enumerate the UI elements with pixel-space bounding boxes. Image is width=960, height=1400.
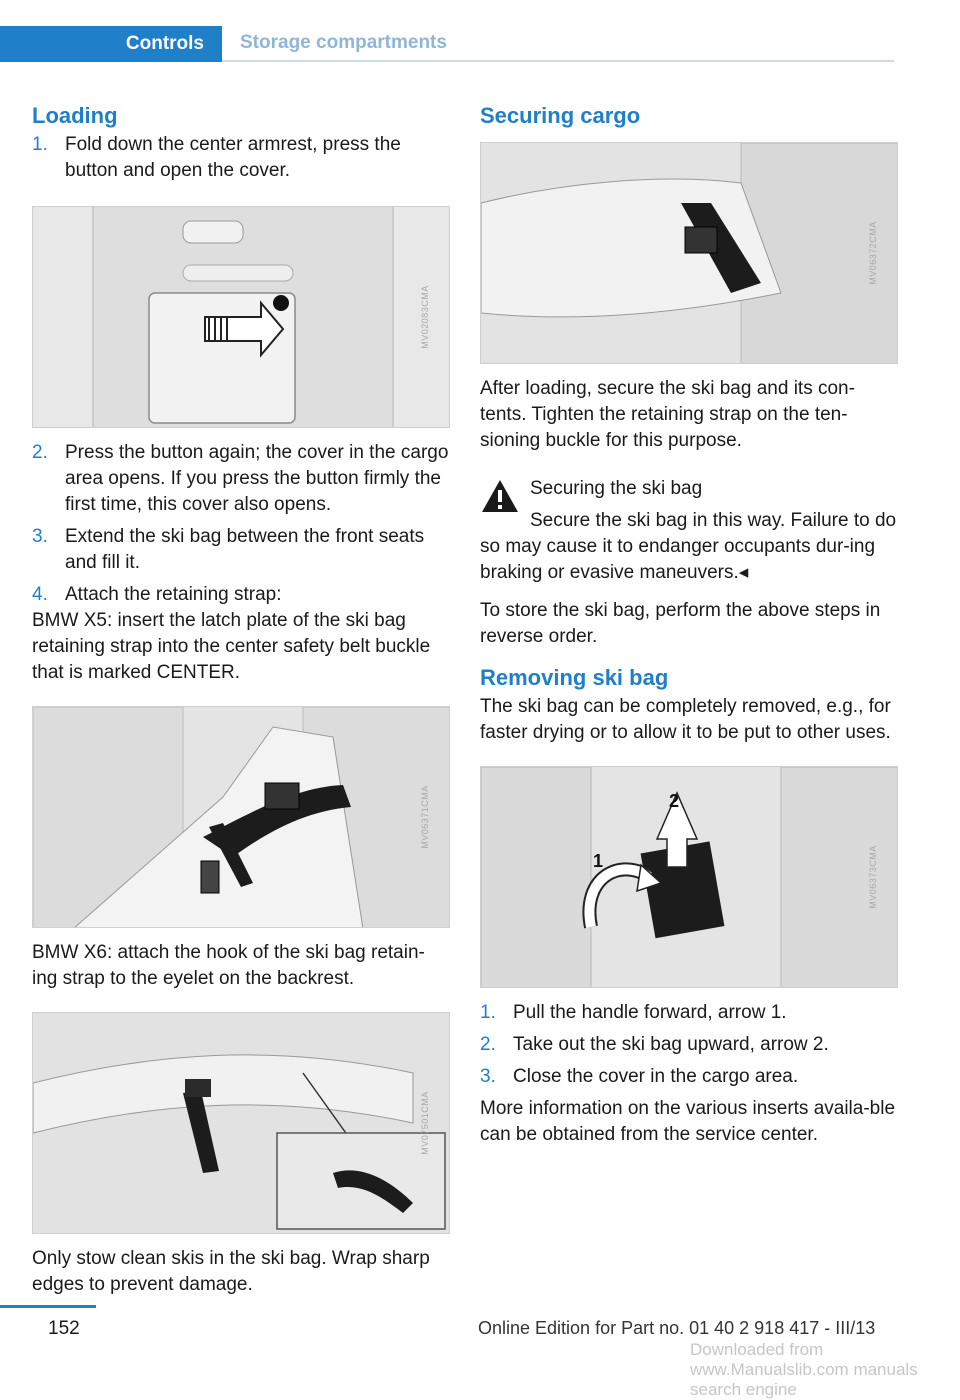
x6-instructions: BMW X6: attach the hook of the ski bag retain-ing strap to the eyelet on the backrest. bbox=[32, 942, 425, 989]
loading-steps-b bbox=[32, 440, 450, 608]
more-info-text: More information on the various inserts availa-ble can be obtained from the service center. bbox=[480, 1098, 896, 1145]
header-tab-controls: Controls bbox=[0, 26, 222, 62]
figure-code: MV06371CMA bbox=[420, 785, 431, 849]
loading-steps-a bbox=[32, 132, 450, 184]
figure-code: MV02083CMA bbox=[420, 285, 431, 349]
figure-code: MV06372CMA bbox=[868, 221, 879, 285]
warning-box bbox=[480, 476, 898, 502]
left-column bbox=[32, 100, 450, 1298]
figure-code: MV07501CMA bbox=[420, 1091, 431, 1155]
removing-text: The ski bag can be completely removed, e.g., for faster drying or to allow it to be put to other uses. bbox=[480, 696, 891, 743]
list-item: 2. Take out the ski bag upward, arrow 2. bbox=[480, 1034, 829, 1055]
header-tab-storage: Storage compartments bbox=[222, 26, 894, 62]
skis-note: Only stow clean skis in the ski bag. Wrap sharp edges to prevent damage. bbox=[32, 1248, 430, 1295]
watermark: Downloaded from www.Manualslib.com manuals search engine bbox=[690, 1340, 918, 1399]
footer-rule bbox=[0, 1305, 96, 1308]
figure-armrest-cover bbox=[32, 206, 450, 428]
figure-x5-strap bbox=[32, 706, 450, 928]
list-item: 4. Attach the retaining strap: bbox=[32, 584, 282, 605]
heading-removing-ski-bag: Removing ski bag bbox=[480, 665, 669, 690]
figure-securing-cargo bbox=[480, 142, 898, 364]
heading-securing-cargo: Securing cargo bbox=[480, 103, 641, 128]
list-item: 1. Pull the handle forward, arrow 1. bbox=[480, 1002, 787, 1023]
footer-edition: Online Edition for Part no. 01 40 2 918 417 - III/13 bbox=[478, 1318, 876, 1338]
securing-text: After loading, secure the ski bag and its con-tents. Tighten the retaining strap on the ten-sioning buckle for this purpose. bbox=[480, 378, 855, 451]
list-item: 3. Extend the ski bag between the front seats and fill it. bbox=[32, 526, 425, 573]
x5-instructions: BMW X5: insert the latch plate of the ski bag retaining strap into the center safety belt buckle that is marked CENTER. bbox=[32, 610, 431, 683]
svg-text:1: 1 bbox=[593, 851, 604, 871]
warning-text: Secure the ski bag in this way. Failure to do so may cause it to endanger occupants dur-ing braking or evasive maneuvers.◂ bbox=[480, 510, 897, 583]
warning-icon bbox=[480, 478, 520, 514]
page-number: 152 bbox=[48, 1318, 80, 1339]
warning-title: Securing the ski bag bbox=[530, 478, 703, 499]
svg-text:2: 2 bbox=[669, 791, 680, 811]
store-text: To store the ski bag, perform the above steps in reverse order. bbox=[480, 600, 881, 647]
right-column bbox=[480, 100, 898, 1148]
list-item: 2. Press the button again; the cover in the cargo area opens. If you press the button firmly the first time, this cover also opens. bbox=[32, 442, 449, 515]
figure-removing-ski-bag bbox=[480, 766, 898, 988]
figure-code: MV06373CMA bbox=[868, 845, 879, 909]
list-item: 3. Close the cover in the cargo area. bbox=[480, 1066, 799, 1087]
heading-loading: Loading bbox=[32, 103, 118, 128]
list-item: 1. Fold down the center armrest, press the button and open the cover. bbox=[32, 134, 401, 181]
figure-x6-hook bbox=[32, 1012, 450, 1234]
removing-steps bbox=[480, 1000, 898, 1090]
